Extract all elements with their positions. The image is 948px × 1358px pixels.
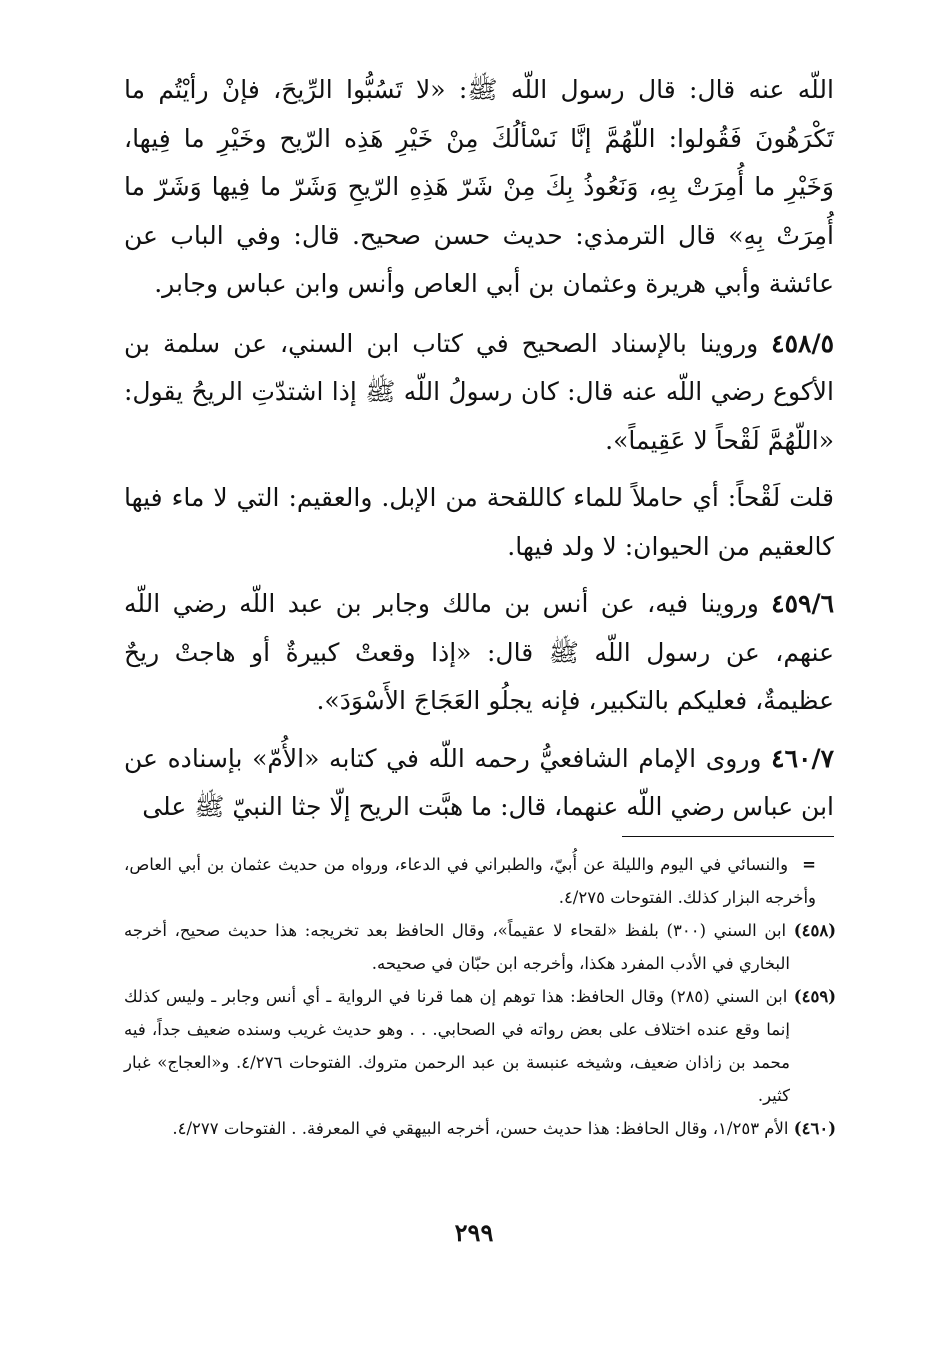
hadith-number: ٤٦٠/٧: [771, 743, 834, 773]
paragraph-continued: [124, 66, 834, 309]
hadith-458: [124, 320, 834, 466]
main-text: [124, 66, 834, 841]
footnote-text: ابن السني (٢٨٥) وقال الحافظ: هذا توهم إن هما قرنا في الرواية ـ أي أنس وجابر ـ وليس كذلك إنما وقع عنده اختلاف على بعض رواته في الصحابي. . . وهو حديث غريب وسنده ضعيف جداً، فيه محمد بن زاذان ضعيف، وشيخه عنبسة بن عبد الرحمن متروك. الفتوحات ٤/٢٧٦. و«العجاج» غبار كثير.: [124, 987, 790, 1105]
paragraph-text: وروينا بالإسناد الصحيح في كتاب ابن السني، عن سلمة بن الأكوع رضي اللّه عنه قال: كان رسولُ اللّه ﷺ إذا اشتدّتِ الريحُ يقول: «اللّهُمَّ لَقْحاً لا عَقِيماً».: [124, 328, 834, 455]
footnote-458: [124, 914, 836, 980]
page-number: ٢٩٩: [454, 1218, 494, 1247]
hadith-number: ٤٥٨/٥: [771, 328, 834, 358]
footnote-number: (٤٥٩): [793, 987, 836, 1006]
footnote-text: الأم ١/٢٥٣، وقال الحافظ: هذا حديث حسن، أخرجه البيهقي في المعرفة. . الفتوحات ٤/٢٧٧.: [172, 1119, 789, 1138]
hadith-460: [124, 735, 834, 832]
hadith-459: [124, 580, 834, 726]
paragraph-text: وروى الإمام الشافعيُّ رحمه اللّه في كتابه «الأُمّ» بإسناده عن ابن عباس رضي اللّه عنهما، قال: ما هبَّت الريح إلّا جثا النبيّ ﷺ على: [124, 743, 834, 821]
footnote-text: ابن السني (٣٠٠) بلفظ «لقحاء لا عقيماً»، وقال الحافظ بعد تخريجه: هذا حديث صحيح، أخرجه البخاري في الأدب المفرد هكذا، وأخرجه ابن حبّان في صحيحه.: [124, 921, 790, 973]
footnote-459: [124, 980, 836, 1112]
paragraph-text: اللّه عنه قال: قال رسول اللّه ﷺ: «لا تَسُبُّوا الرِّيحَ، فإنْ رأيْتُم ما تَكْرَهُونَ فَقُولوا: اللّهُمَّ إنَّا نَسْألُكَ مِنْ خَيْرِ هَذِه الرّيح وخَيْرِ ما فِيها، وَخَيْرِ ما أُمِرَتْ بِهِ، وَنَعُوذُ بِكَ مِنْ شَرّ هَذِهِ الرّيحِ وَشَرّ ما فِيها وَشَرّ ما أُمِرَتْ بِهِ» قال الترمذي: حديث حسن صحيح. قال: وفي الباب عن عائشة وأبي هريرة وعثمان بن أبي العاص وأنس وابن عباس وجابر.: [124, 75, 834, 298]
footnote-460: [124, 1112, 836, 1145]
hadith-number: ٤٥٩/٦: [771, 589, 835, 618]
paragraph-text: وروينا فيه، عن أنس بن مالك وجابر بن عبد اللّه رضي اللّه عنهم، عن رسول اللّه ﷺ قال: «إذا وقعتْ كبيرةٌ أو هاجتْ ريحٌ عظيمةٌ، فعليكم بالتكبير، فإنه يجلُو العَجَاجَ الأَسْوَدَ».: [124, 589, 834, 715]
footnote-separator: [622, 836, 834, 837]
footnote-number: (٤٥٨): [793, 921, 837, 940]
continuation-mark: =: [802, 855, 816, 874]
paragraph-text: قلت لَقْحاً: أي حاملاً للماء كاللقحة من الإبل. والعقيم: التي لا ماء فيها كالعقيم من الحيوان: لا ولد فيها.: [124, 483, 834, 561]
footnote-text: والنسائي في اليوم والليلة عن أُبيّ، والطبراني في الدعاء، ورواه من حديث عثمان بن أبي العاص، وأخرجه البزار كذلك. الفتوحات ٤/٢٧٥.: [124, 855, 816, 907]
footnotes: [124, 848, 836, 1145]
footnote-continuation: [124, 848, 836, 914]
footnote-number: (٤٦٠): [793, 1119, 836, 1138]
commentary-paragraph: [124, 474, 834, 571]
